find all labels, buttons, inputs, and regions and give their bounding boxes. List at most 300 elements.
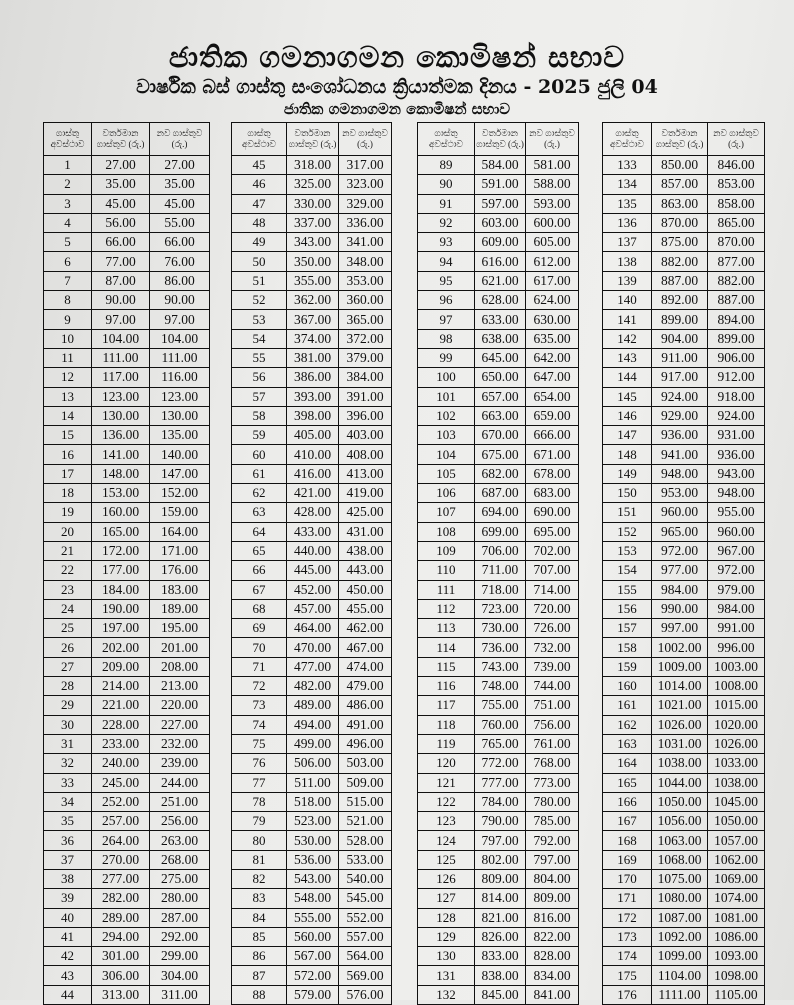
- current-fare-cell: 892.00: [652, 291, 708, 310]
- new-fare-cell: 887.00: [708, 291, 765, 310]
- table-row: [44, 484, 210, 503]
- current-fare-cell: 1092.00: [652, 927, 708, 946]
- stage-cell: 56: [232, 368, 287, 387]
- stage-cell: 27: [44, 657, 92, 676]
- table-row: [232, 233, 392, 252]
- table-row: [418, 406, 579, 425]
- stage-cell: 13: [44, 387, 92, 406]
- current-fare-cell: 294.00: [92, 927, 150, 946]
- column-header-stage: ගාස්තු අවස්ථාව: [418, 123, 475, 156]
- stage-cell: 71: [232, 657, 287, 676]
- table-row: [44, 213, 210, 232]
- new-fare-cell: 111.00: [150, 348, 210, 367]
- new-fare-cell: 642.00: [526, 348, 579, 367]
- table-row: [44, 850, 210, 869]
- stage-cell: 23: [44, 580, 92, 599]
- current-fare-cell: 1014.00: [652, 677, 708, 696]
- stage-cell: 159: [603, 657, 652, 676]
- current-fare-cell: 1056.00: [652, 812, 708, 831]
- stage-cell: 129: [418, 927, 475, 946]
- current-fare-cell: 464.00: [287, 619, 339, 638]
- table-row: [44, 889, 210, 908]
- current-fare-cell: 1075.00: [652, 869, 708, 888]
- current-fare-cell: 675.00: [475, 445, 526, 464]
- table-row: [603, 291, 765, 310]
- new-fare-cell: 792.00: [526, 831, 579, 850]
- current-fare-cell: 555.00: [287, 908, 339, 927]
- stage-cell: 39: [44, 889, 92, 908]
- current-fare-cell: 482.00: [287, 677, 339, 696]
- new-fare-cell: 55.00: [150, 213, 210, 232]
- current-fare-cell: 445.00: [287, 561, 339, 580]
- new-fare-cell: 227.00: [150, 715, 210, 734]
- table-row: [232, 869, 392, 888]
- current-fare-cell: 177.00: [92, 561, 150, 580]
- stage-cell: 33: [44, 773, 92, 792]
- current-fare-cell: 362.00: [287, 291, 339, 310]
- table-row: [418, 310, 579, 329]
- current-fare-cell: 1080.00: [652, 889, 708, 908]
- current-fare-cell: 355.00: [287, 271, 339, 290]
- table-row: [418, 966, 579, 985]
- stage-cell: 130: [418, 947, 475, 966]
- current-fare-cell: 511.00: [287, 773, 339, 792]
- new-fare-cell: 624.00: [526, 291, 579, 310]
- table-row: [232, 985, 392, 1004]
- new-fare-cell: 360.00: [339, 291, 392, 310]
- current-fare-cell: 530.00: [287, 831, 339, 850]
- current-fare-cell: 523.00: [287, 812, 339, 831]
- column-header-current-fare: වර්තමාන ගාස්තුව (රු.): [287, 123, 339, 156]
- page-title: ජාතික ගමනාගමන කොමිෂන් සභාව: [168, 40, 626, 74]
- table-row: [232, 831, 392, 850]
- stage-cell: 164: [603, 754, 652, 773]
- stage-cell: 17: [44, 464, 92, 483]
- table-row: [232, 947, 392, 966]
- stage-cell: 6: [44, 252, 92, 271]
- current-fare-cell: 755.00: [475, 696, 526, 715]
- current-fare-cell: 917.00: [652, 368, 708, 387]
- current-fare-cell: 97.00: [92, 310, 150, 329]
- stage-cell: 46: [232, 175, 287, 194]
- new-fare-cell: 317.00: [339, 156, 392, 175]
- new-fare-cell: 1105.00: [708, 985, 765, 1004]
- new-fare-cell: 450.00: [339, 580, 392, 599]
- stage-cell: 105: [418, 464, 475, 483]
- table-row: [232, 175, 392, 194]
- new-fare-cell: 671.00: [526, 445, 579, 464]
- table-row: [603, 252, 765, 271]
- current-fare-cell: 153.00: [92, 484, 150, 503]
- current-fare-cell: 572.00: [287, 966, 339, 985]
- column-header-new-fare: නව ගාස්තුව (රු.): [708, 123, 765, 156]
- table-row: [44, 175, 210, 194]
- new-fare-cell: 90.00: [150, 291, 210, 310]
- current-fare-cell: 27.00: [92, 156, 150, 175]
- stage-cell: 76: [232, 754, 287, 773]
- fare-table-2: [231, 122, 392, 1005]
- stage-cell: 28: [44, 677, 92, 696]
- new-fare-cell: 1098.00: [708, 966, 765, 985]
- new-fare-cell: 996.00: [708, 638, 765, 657]
- new-fare-cell: 1020.00: [708, 715, 765, 734]
- stage-cell: 95: [418, 271, 475, 290]
- table-row: [603, 522, 765, 541]
- new-fare-cell: 195.00: [150, 619, 210, 638]
- stage-cell: 54: [232, 329, 287, 348]
- current-fare-cell: 35.00: [92, 175, 150, 194]
- stage-cell: 124: [418, 831, 475, 850]
- stage-cell: 146: [603, 406, 652, 425]
- current-fare-cell: 838.00: [475, 966, 526, 985]
- current-fare-cell: 899.00: [652, 310, 708, 329]
- new-fare-cell: 865.00: [708, 213, 765, 232]
- current-fare-cell: 386.00: [287, 368, 339, 387]
- current-fare-cell: 633.00: [475, 310, 526, 329]
- new-fare-cell: 635.00: [526, 329, 579, 348]
- stage-cell: 175: [603, 966, 652, 985]
- new-fare-cell: 936.00: [708, 445, 765, 464]
- current-fare-cell: 257.00: [92, 812, 150, 831]
- table-row: [418, 638, 579, 657]
- table-row: [44, 580, 210, 599]
- table-row: [232, 348, 392, 367]
- table-row: [44, 310, 210, 329]
- current-fare-cell: 301.00: [92, 947, 150, 966]
- table-row: [603, 869, 765, 888]
- new-fare-cell: 152.00: [150, 484, 210, 503]
- new-fare-cell: 27.00: [150, 156, 210, 175]
- stage-cell: 155: [603, 580, 652, 599]
- stage-cell: 145: [603, 387, 652, 406]
- stage-cell: 52: [232, 291, 287, 310]
- new-fare-cell: 702.00: [526, 541, 579, 560]
- stage-cell: 49: [232, 233, 287, 252]
- table-row: [232, 580, 392, 599]
- new-fare-cell: 147.00: [150, 464, 210, 483]
- current-fare-cell: 123.00: [92, 387, 150, 406]
- current-fare-cell: 777.00: [475, 773, 526, 792]
- table-row: [603, 831, 765, 850]
- current-fare-cell: 603.00: [475, 213, 526, 232]
- stage-cell: 4: [44, 213, 92, 232]
- table-row: [418, 773, 579, 792]
- current-fare-cell: 228.00: [92, 715, 150, 734]
- stage-cell: 161: [603, 696, 652, 715]
- new-fare-cell: 479.00: [339, 677, 392, 696]
- stage-cell: 74: [232, 715, 287, 734]
- new-fare-cell: 176.00: [150, 561, 210, 580]
- new-fare-cell: 617.00: [526, 271, 579, 290]
- column-header-stage: ගාස්තු අවස්ථාව: [232, 123, 287, 156]
- table-row: [418, 599, 579, 618]
- stage-cell: 119: [418, 734, 475, 753]
- current-fare-cell: 548.00: [287, 889, 339, 908]
- new-fare-cell: 1050.00: [708, 812, 765, 831]
- current-fare-cell: 1099.00: [652, 947, 708, 966]
- new-fare-cell: 76.00: [150, 252, 210, 271]
- new-fare-cell: 474.00: [339, 657, 392, 676]
- new-fare-cell: 431.00: [339, 522, 392, 541]
- new-fare-cell: 1003.00: [708, 657, 765, 676]
- table-row: [232, 773, 392, 792]
- current-fare-cell: 393.00: [287, 387, 339, 406]
- table-row: [232, 638, 392, 657]
- stage-cell: 128: [418, 908, 475, 927]
- current-fare-cell: 984.00: [652, 580, 708, 599]
- stage-cell: 93: [418, 233, 475, 252]
- current-fare-cell: 621.00: [475, 271, 526, 290]
- table-row: [232, 812, 392, 831]
- current-fare-cell: 160.00: [92, 503, 150, 522]
- stage-cell: 131: [418, 966, 475, 985]
- current-fare-cell: 1087.00: [652, 908, 708, 927]
- current-fare-cell: 172.00: [92, 541, 150, 560]
- new-fare-cell: 353.00: [339, 271, 392, 290]
- stage-cell: 57: [232, 387, 287, 406]
- table-row: [232, 252, 392, 271]
- table-row: [603, 271, 765, 290]
- table-row: [44, 522, 210, 541]
- stage-cell: 157: [603, 619, 652, 638]
- new-fare-cell: 443.00: [339, 561, 392, 580]
- current-fare-cell: 56.00: [92, 213, 150, 232]
- current-fare-cell: 765.00: [475, 734, 526, 753]
- table-row: [418, 619, 579, 638]
- new-fare-cell: 588.00: [526, 175, 579, 194]
- current-fare-cell: 494.00: [287, 715, 339, 734]
- table-row: [44, 638, 210, 657]
- new-fare-cell: 899.00: [708, 329, 765, 348]
- stage-cell: 173: [603, 927, 652, 946]
- table-row: [232, 677, 392, 696]
- current-fare-cell: 1002.00: [652, 638, 708, 657]
- stage-cell: 43: [44, 966, 92, 985]
- table-row: [44, 966, 210, 985]
- table-row: [44, 869, 210, 888]
- stage-cell: 100: [418, 368, 475, 387]
- current-fare-cell: 833.00: [475, 947, 526, 966]
- new-fare-cell: 948.00: [708, 484, 765, 503]
- current-fare-cell: 972.00: [652, 541, 708, 560]
- current-fare-cell: 240.00: [92, 754, 150, 773]
- current-fare-cell: 318.00: [287, 156, 339, 175]
- current-fare-cell: 687.00: [475, 484, 526, 503]
- current-fare-cell: 960.00: [652, 503, 708, 522]
- new-fare-cell: 1038.00: [708, 773, 765, 792]
- stage-cell: 48: [232, 213, 287, 232]
- stage-cell: 34: [44, 792, 92, 811]
- stage-cell: 174: [603, 947, 652, 966]
- table-row: [232, 310, 392, 329]
- table-row: [418, 947, 579, 966]
- table-row: [603, 889, 765, 908]
- new-fare-cell: 425.00: [339, 503, 392, 522]
- table-row: [44, 812, 210, 831]
- new-fare-cell: 557.00: [339, 927, 392, 946]
- stage-cell: 98: [418, 329, 475, 348]
- table-row: [44, 387, 210, 406]
- stage-cell: 80: [232, 831, 287, 850]
- table-row: [232, 966, 392, 985]
- new-fare-cell: 280.00: [150, 889, 210, 908]
- table-row: [603, 368, 765, 387]
- new-fare-cell: 275.00: [150, 869, 210, 888]
- new-fare-cell: 1026.00: [708, 734, 765, 753]
- new-fare-cell: 467.00: [339, 638, 392, 657]
- stage-cell: 142: [603, 329, 652, 348]
- stage-cell: 170: [603, 869, 652, 888]
- new-fare-cell: 171.00: [150, 541, 210, 560]
- stage-cell: 94: [418, 252, 475, 271]
- new-fare-cell: 991.00: [708, 619, 765, 638]
- current-fare-cell: 663.00: [475, 406, 526, 425]
- stage-cell: 5: [44, 233, 92, 252]
- new-fare-cell: 816.00: [526, 908, 579, 927]
- table-row: [44, 657, 210, 676]
- current-fare-cell: 197.00: [92, 619, 150, 638]
- table-row: [603, 213, 765, 232]
- new-fare-cell: 391.00: [339, 387, 392, 406]
- table-row: [418, 329, 579, 348]
- current-fare-cell: 289.00: [92, 908, 150, 927]
- table-row: [603, 348, 765, 367]
- table-row: [44, 156, 210, 175]
- table-row: [418, 696, 579, 715]
- new-fare-cell: 384.00: [339, 368, 392, 387]
- stage-cell: 138: [603, 252, 652, 271]
- table-row: [232, 734, 392, 753]
- table-row: [603, 175, 765, 194]
- stage-cell: 15: [44, 426, 92, 445]
- table-row: [603, 329, 765, 348]
- table-row: [232, 619, 392, 638]
- stage-cell: 32: [44, 754, 92, 773]
- stage-cell: 136: [603, 213, 652, 232]
- new-fare-cell: 540.00: [339, 869, 392, 888]
- new-fare-cell: 695.00: [526, 522, 579, 541]
- new-fare-cell: 690.00: [526, 503, 579, 522]
- current-fare-cell: 591.00: [475, 175, 526, 194]
- new-fare-cell: 612.00: [526, 252, 579, 271]
- current-fare-cell: 645.00: [475, 348, 526, 367]
- table-row: [232, 194, 392, 213]
- new-fare-cell: 761.00: [526, 734, 579, 753]
- current-fare-cell: 977.00: [652, 561, 708, 580]
- new-fare-cell: 413.00: [339, 464, 392, 483]
- stage-cell: 152: [603, 522, 652, 541]
- table-row: [418, 175, 579, 194]
- table-row: [603, 541, 765, 560]
- stage-cell: 50: [232, 252, 287, 271]
- stage-cell: 123: [418, 812, 475, 831]
- current-fare-cell: 1068.00: [652, 850, 708, 869]
- new-fare-cell: 972.00: [708, 561, 765, 580]
- table-row: [603, 985, 765, 1004]
- table-row: [603, 406, 765, 425]
- stage-cell: 42: [44, 947, 92, 966]
- table-row: [44, 985, 210, 1004]
- stage-cell: 169: [603, 850, 652, 869]
- current-fare-cell: 209.00: [92, 657, 150, 676]
- current-fare-cell: 941.00: [652, 445, 708, 464]
- current-fare-cell: 616.00: [475, 252, 526, 271]
- new-fare-cell: 239.00: [150, 754, 210, 773]
- stage-cell: 149: [603, 464, 652, 483]
- table-row: [44, 464, 210, 483]
- table-row: [232, 522, 392, 541]
- current-fare-cell: 567.00: [287, 947, 339, 966]
- stage-cell: 44: [44, 985, 92, 1004]
- table-row: [232, 754, 392, 773]
- current-fare-cell: 887.00: [652, 271, 708, 290]
- new-fare-cell: 967.00: [708, 541, 765, 560]
- new-fare-cell: 232.00: [150, 734, 210, 753]
- current-fare-cell: 141.00: [92, 445, 150, 464]
- table-row: [418, 657, 579, 676]
- new-fare-cell: 654.00: [526, 387, 579, 406]
- stage-cell: 31: [44, 734, 92, 753]
- table-row: [418, 445, 579, 464]
- stage-cell: 12: [44, 368, 92, 387]
- new-fare-cell: 130.00: [150, 406, 210, 425]
- stage-cell: 75: [232, 734, 287, 753]
- table-row: [603, 927, 765, 946]
- stage-cell: 58: [232, 406, 287, 425]
- new-fare-cell: 208.00: [150, 657, 210, 676]
- table-row: [418, 252, 579, 271]
- stage-cell: 63: [232, 503, 287, 522]
- current-fare-cell: 421.00: [287, 484, 339, 503]
- current-fare-cell: 410.00: [287, 445, 339, 464]
- stage-cell: 72: [232, 677, 287, 696]
- stage-cell: 24: [44, 599, 92, 618]
- table-row: [603, 156, 765, 175]
- stage-cell: 99: [418, 348, 475, 367]
- new-fare-cell: 707.00: [526, 561, 579, 580]
- stage-cell: 115: [418, 657, 475, 676]
- current-fare-cell: 245.00: [92, 773, 150, 792]
- current-fare-cell: 190.00: [92, 599, 150, 618]
- stage-cell: 133: [603, 156, 652, 175]
- new-fare-cell: 256.00: [150, 812, 210, 831]
- table-row: [232, 406, 392, 425]
- stage-cell: 158: [603, 638, 652, 657]
- new-fare-cell: 666.00: [526, 426, 579, 445]
- new-fare-cell: 773.00: [526, 773, 579, 792]
- new-fare-cell: 545.00: [339, 889, 392, 908]
- new-fare-cell: 683.00: [526, 484, 579, 503]
- current-fare-cell: 863.00: [652, 194, 708, 213]
- table-row: [418, 233, 579, 252]
- new-fare-cell: 201.00: [150, 638, 210, 657]
- stage-cell: 104: [418, 445, 475, 464]
- current-fare-cell: 814.00: [475, 889, 526, 908]
- stage-cell: 19: [44, 503, 92, 522]
- table-row: [418, 850, 579, 869]
- new-fare-cell: 924.00: [708, 406, 765, 425]
- current-fare-cell: 264.00: [92, 831, 150, 850]
- column-header-new-fare: නව ගාස්තුව (රු.): [339, 123, 392, 156]
- table-row: [44, 561, 210, 580]
- new-fare-cell: 600.00: [526, 213, 579, 232]
- current-fare-cell: 148.00: [92, 464, 150, 483]
- new-fare-cell: 912.00: [708, 368, 765, 387]
- new-fare-cell: 135.00: [150, 426, 210, 445]
- current-fare-cell: 826.00: [475, 927, 526, 946]
- stage-cell: 90: [418, 175, 475, 194]
- header-row: [418, 123, 579, 156]
